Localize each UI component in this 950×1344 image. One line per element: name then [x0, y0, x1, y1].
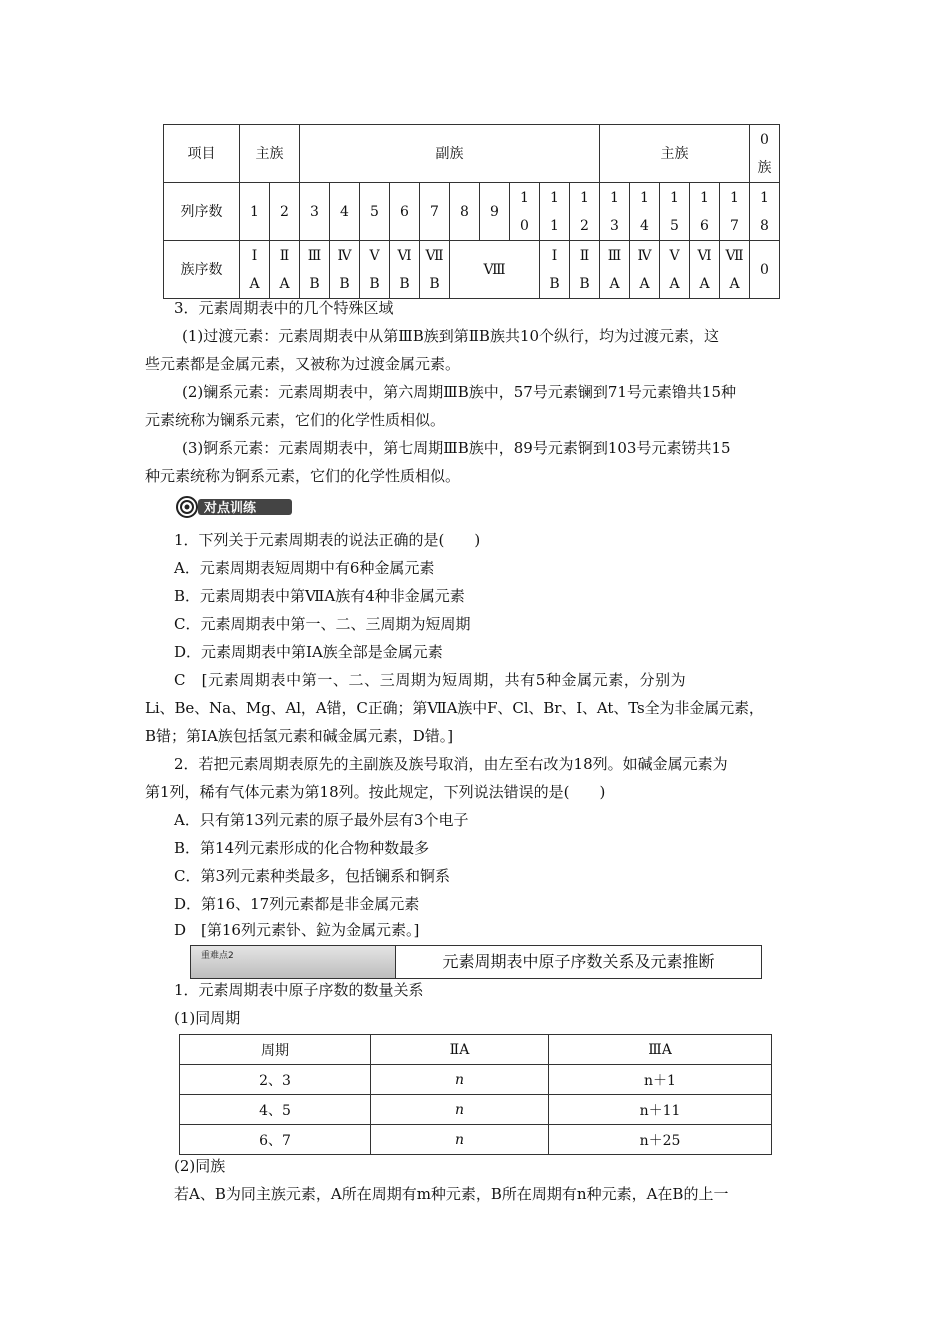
- section-tag: 重难点2: [191, 946, 396, 978]
- column-number-cell: 5: [360, 183, 390, 241]
- sub-heading: (2)同族: [174, 1157, 226, 1175]
- practice-badge: [176, 496, 294, 518]
- section-title: 元素周期表中原子序数关系及元素推断: [442, 952, 715, 971]
- section-heading: 3．元素周期表中的几个特殊区域: [174, 299, 394, 317]
- group-number-cell: Ⅳ A: [630, 241, 660, 299]
- table-row: [180, 1035, 772, 1065]
- row-label: 项目: [164, 125, 240, 183]
- table-row: [164, 183, 780, 241]
- column-number-cell: 7: [420, 183, 450, 241]
- paragraph: (2)镧系元素：元素周期表中，第六周期ⅢB族中，57号元素镧到71号元素镥共15种: [182, 383, 736, 401]
- table-row: [164, 125, 780, 183]
- question-stem: 第1列，稀有气体元素为第18列。按此规定，下列说法错误的是( ): [145, 783, 606, 801]
- main-group-header: 主族: [600, 125, 750, 183]
- group-viii-cell: Ⅷ: [450, 241, 540, 299]
- value-cell: n＋11: [549, 1095, 772, 1125]
- paragraph: 元素统称为镧系元素，它们的化学性质相似。: [145, 411, 446, 429]
- group-number-cell: Ⅱ A: [270, 241, 300, 299]
- period-cell: 6、7: [180, 1125, 371, 1155]
- group-number-cell: Ⅲ B: [300, 241, 330, 299]
- column-number-cell: 3: [300, 183, 330, 241]
- option-d: D．元素周期表中第ⅠA族全部是金属元素: [174, 643, 443, 661]
- column-number-cell: 1 4: [630, 183, 660, 241]
- value-cell: n: [371, 1125, 549, 1155]
- column-number-cell: 1 2: [570, 183, 600, 241]
- group-number-cell: Ⅴ B: [360, 241, 390, 299]
- option-a: A．只有第13列元素的原子最外层有3个电子: [174, 811, 469, 829]
- option-c: C．元素周期表中第一、二、三周期为短周期: [174, 615, 471, 633]
- column-number-cell: 1 3: [600, 183, 630, 241]
- header-cell: ⅢA: [549, 1035, 772, 1065]
- option-b: B．元素周期表中第ⅦA族有4种非金属元素: [174, 587, 465, 605]
- group-number-cell: Ⅴ A: [660, 241, 690, 299]
- paragraph: 若A、B为同主族元素，A所在周期有m种元素，B所在周期有n种元素，A在B的上一: [174, 1185, 729, 1203]
- question-stem: 2．若把元素周期表原先的主副族及族号取消，由左至右改为18列。如碱金属元素为: [174, 755, 728, 773]
- value-cell: n: [371, 1095, 549, 1125]
- value-cell: n＋25: [549, 1125, 772, 1155]
- group-number-cell: Ⅲ A: [600, 241, 630, 299]
- option-d: D．第16、17列元素都是非金属元素: [174, 895, 420, 913]
- group-number-cell: Ⅰ B: [540, 241, 570, 299]
- column-number-cell: 1 6: [690, 183, 720, 241]
- period-cell: 2、3: [180, 1065, 371, 1095]
- column-number-cell: 9: [480, 183, 510, 241]
- group-number-cell: Ⅳ B: [330, 241, 360, 299]
- paragraph: (3)锕系元素：元素周期表中，第七周期ⅢB族中，89号元素锕到103号元素铹共15: [182, 439, 731, 457]
- answer-explanation: B错；第ⅠA族包括氢元素和碱金属元素，D错。]: [145, 727, 454, 745]
- answer-explanation: Li、Be、Na、Mg、Al，A错，C正确；第ⅦA族中F、Cl、Br、I、At、Ts全为非金属元素，: [145, 699, 764, 717]
- group-number-cell: Ⅶ B: [420, 241, 450, 299]
- paragraph: 种元素统称为锕系元素，它们的化学性质相似。: [145, 467, 461, 485]
- table-row: [180, 1125, 772, 1155]
- column-number-cell: 6: [390, 183, 420, 241]
- option-a: A．元素周期表短周期中有6种金属元素: [174, 559, 435, 577]
- svg-text:对点训练: 对点训练: [204, 501, 257, 516]
- answer-explanation: C [元素周期表中第一、二、三周期为短周期，共有5种金属元素，分别为: [174, 671, 687, 689]
- table-row: [164, 241, 780, 299]
- section-heading: 1．元素周期表中原子序数的数量关系: [174, 981, 424, 999]
- column-number-cell: 1 7: [720, 183, 750, 241]
- table-row: [180, 1095, 772, 1125]
- value-cell: n: [371, 1065, 549, 1095]
- atomic-number-table: [179, 1034, 772, 1155]
- section-header-box: [190, 945, 762, 979]
- column-number-cell: 1 8: [750, 183, 780, 241]
- group-number-cell: Ⅱ B: [570, 241, 600, 299]
- period-cell: 4、5: [180, 1095, 371, 1125]
- option-c: C．第3列元素种类最多，包括镧系和锕系: [174, 867, 451, 885]
- column-number-cell: 1 5: [660, 183, 690, 241]
- group-number-cell: Ⅰ A: [240, 241, 270, 299]
- header-cell: 周期: [180, 1035, 371, 1065]
- row-label: 族序数: [164, 241, 240, 299]
- table-row: [180, 1065, 772, 1095]
- group-number-cell: Ⅵ A: [690, 241, 720, 299]
- header-cell: ⅡA: [371, 1035, 549, 1065]
- sub-group-header: 副族: [300, 125, 600, 183]
- group-zero-cell: 0: [750, 241, 780, 299]
- paragraph: 些元素都是金属元素，又被称为过渡金属元素。: [145, 355, 461, 373]
- zero-group-header: 0 族: [750, 125, 780, 183]
- column-number-cell: 2: [270, 183, 300, 241]
- row-label: 列序数: [164, 183, 240, 241]
- main-group-header: 主族: [240, 125, 300, 183]
- group-number-cell: Ⅵ B: [390, 241, 420, 299]
- group-number-cell: Ⅶ A: [720, 241, 750, 299]
- column-number-cell: 1 1: [540, 183, 570, 241]
- group-column-table: [163, 124, 780, 299]
- column-number-cell: 1: [240, 183, 270, 241]
- column-number-cell: 8: [450, 183, 480, 241]
- column-number-cell: 4: [330, 183, 360, 241]
- answer-explanation: D [第16列元素钋、鉝为金属元素。]: [174, 921, 420, 939]
- question-stem: 1．下列关于元素周期表的说法正确的是( ): [174, 531, 481, 549]
- column-number-cell: 1 0: [510, 183, 540, 241]
- option-b: B．第14列元素形成的化合物种数最多: [174, 839, 430, 857]
- value-cell: n＋1: [549, 1065, 772, 1095]
- paragraph: (1)过渡元素：元素周期表中从第ⅢB族到第ⅡB族共10个纵行，均为过渡元素，这: [182, 327, 720, 345]
- sub-heading: (1)同周期: [174, 1009, 241, 1027]
